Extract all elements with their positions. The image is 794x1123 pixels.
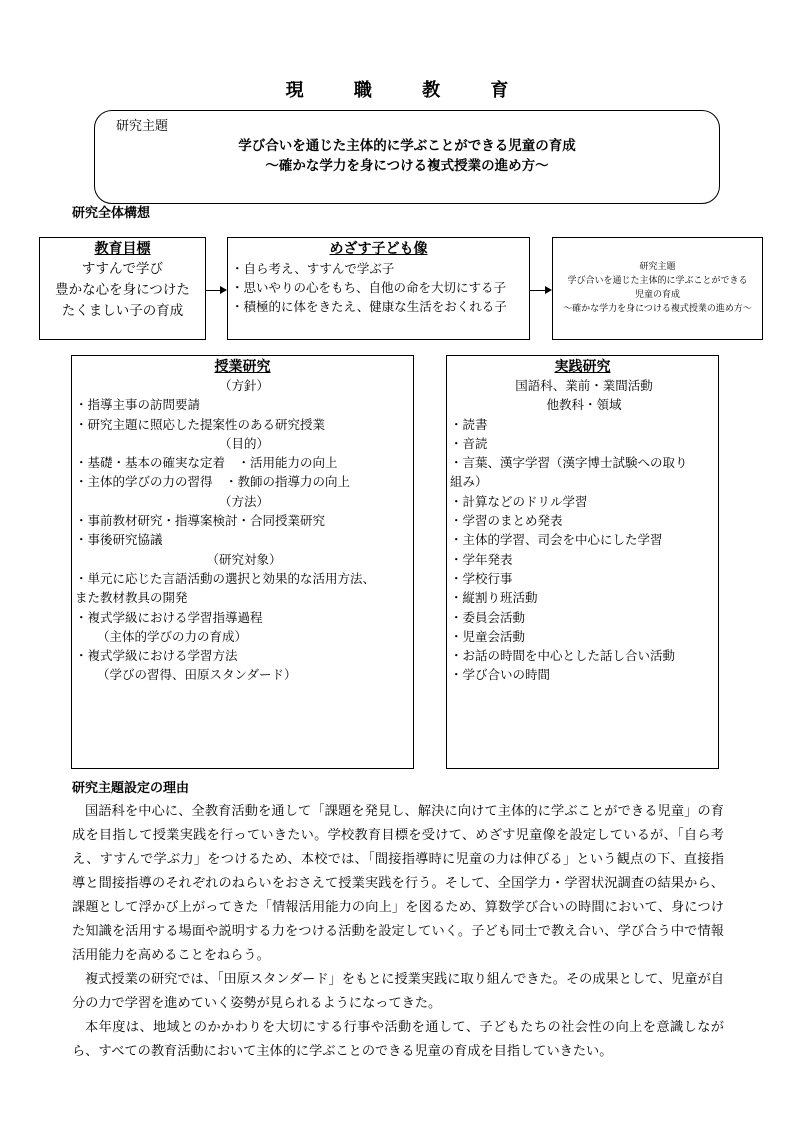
target-child-heading: めざす子ども像 [329, 241, 428, 257]
research-theme-main: 学び合いを通じた主体的に学ぶことができる児童の育成 [238, 138, 576, 154]
target-child-lines [228, 259, 529, 316]
lesson-research-list [72, 376, 413, 685]
list-item: ・複式学級における学習方法 [75, 648, 238, 664]
list-item: ・音読 [450, 435, 488, 451]
target-child-box [227, 237, 530, 340]
list-item: （学びの習得、田原スタンダード） [97, 667, 297, 683]
arrow-line [530, 290, 545, 291]
education-goal-line: すすんで学び [81, 261, 164, 277]
theme-summary-line: 児童の育成 [634, 290, 680, 300]
list-item: 組み） [450, 474, 488, 490]
arrow-head-icon [545, 286, 552, 294]
list-item: ・複式学級における学習指導過程 [75, 609, 263, 625]
list-item: ・主体的学習、司会を中心にした学習 [450, 532, 663, 548]
list-item: （主体的学びの力の育成） [97, 628, 248, 644]
list-item: 他教科・領域 [546, 397, 622, 413]
education-goal-heading: 教育目標 [94, 241, 151, 257]
page-title: 現 職 教 育 [285, 80, 531, 101]
education-goal-box [39, 237, 206, 340]
practical-research-box [446, 355, 719, 769]
reason-title: 研究主題設定の理由 [72, 781, 190, 796]
list-item: ・委員会活動 [450, 609, 526, 625]
list-item: ・計算などのドリル学習 [450, 493, 588, 509]
list-item: また教材教具の開発 [75, 590, 188, 606]
list-item: ・児童会活動 [450, 628, 526, 644]
overview-label: 研究全体構想 [72, 206, 151, 221]
list-item: （研究対象） [206, 551, 282, 567]
list-item: ・事後研究協議 [75, 532, 163, 548]
lesson-research-box [71, 355, 414, 769]
list-item: ・単元に応じた言語活動の選択と効果的な活用方法、 [75, 570, 376, 586]
practical-research-heading: 実践研究 [554, 359, 611, 375]
arrow-head-icon [220, 286, 227, 294]
arrow-line [206, 290, 220, 291]
list-item: ・縦割り班活動 [450, 590, 538, 606]
reason-paragraph: 本年度は、地域とのかかわりを大切にする行事や活動を通して、子どもたちの社会性の向上を意識しながら、すべての教育活動において主体的に学ぶことのできる児童の育成を目指していきたい。 [72, 1020, 724, 1059]
list-item: ・学校行事 [450, 570, 513, 586]
list-item: ・指導主事の訪問要請 [75, 397, 201, 413]
list-item: ・読書 [450, 416, 488, 432]
education-goal-line: 豊かな心を身につけた [55, 282, 190, 298]
theme-summary-line: 学び合いを通じた主体的に学ぶことができる [567, 276, 748, 286]
reason-paragraph: 国語科を中心に、全教育活動を通して「課題を発見し、解決に向けて主体的に学ぶことができる児童」の育成を目指して授業実践を行っていきたい。学校教育目標を受けて、めざす児童像を設定しているが、「自ら考え、すすんで学ぶ力」をつけるため、本校では、「間接指導時に児童の力は伸びる」という観点の下、直接指導と間接指導のそれぞれのねらいをおさえて授業実践を行う。そして、全国学力・学習状況調査の結果から、課題として浮かび上がってきた「情報活用能力の向上」を図るため、算数学び合いの時間において、身につけた知識を活用する場面や説明する力をつける活動を設定していく。子ども同士で教え合い、学び合う中で情報活用能力を高めることをねらう。 [72, 804, 724, 963]
list-item: ・学習のまとめ発表 [450, 513, 563, 529]
list-item: （目的） [218, 435, 269, 451]
list-item: ・事前教材研究・指導案検討・合同授業研究 [75, 513, 326, 529]
education-goal-lines [40, 259, 205, 322]
target-child-line: ・自ら考え、すすんで学ぶ子 [231, 261, 395, 276]
list-item: ・学び合いの時間 [450, 667, 551, 683]
theme-summary-line: 研究主題 [639, 262, 676, 272]
list-item: ・主体的学びの力の習得 ・教師の指導力の向上 [75, 474, 351, 490]
list-item: ・お話の時間を中心とした話し合い活動 [450, 648, 676, 664]
target-child-line: ・積極的に体をきたえ、健康な生活をおくれる子 [231, 299, 507, 314]
list-item: （方針） [218, 378, 269, 393]
list-item: ・研究主題に照応した提案性のある研究授業 [75, 416, 326, 432]
list-item: （方法） [218, 493, 269, 509]
reason-paragraph: 複式授業の研究では、「田原スタンダード」をもとに授業実践に取り組んできた。その成果として、児童が自分の力で学習を進めていく姿勢が見られるようになってきた。 [72, 972, 724, 1011]
practical-research-list [447, 376, 718, 685]
list-item: ・基礎・基本の確実な定着 ・活用能力の向上 [75, 455, 338, 471]
theme-summary-box [552, 237, 763, 340]
research-theme-sub: ～確かな学力を身につける複式授業の進め方～ [265, 158, 549, 174]
lesson-research-heading: 授業研究 [214, 359, 271, 375]
list-item: ・言葉、漢字学習（漢字博士試験への取り [450, 455, 688, 471]
research-theme-label: 研究主題 [116, 119, 169, 134]
education-goal-line: たくましい子の育成 [61, 303, 184, 319]
theme-summary-lines [553, 260, 762, 316]
list-item: ・学年発表 [450, 551, 513, 567]
theme-summary-line: ～確かな学力を身につける複式授業の進め方～ [563, 304, 752, 314]
list-item: 国語科、業前・業間活動 [515, 378, 653, 393]
target-child-line: ・思いやりの心をもち、自他の命を大切にする子 [231, 280, 507, 295]
